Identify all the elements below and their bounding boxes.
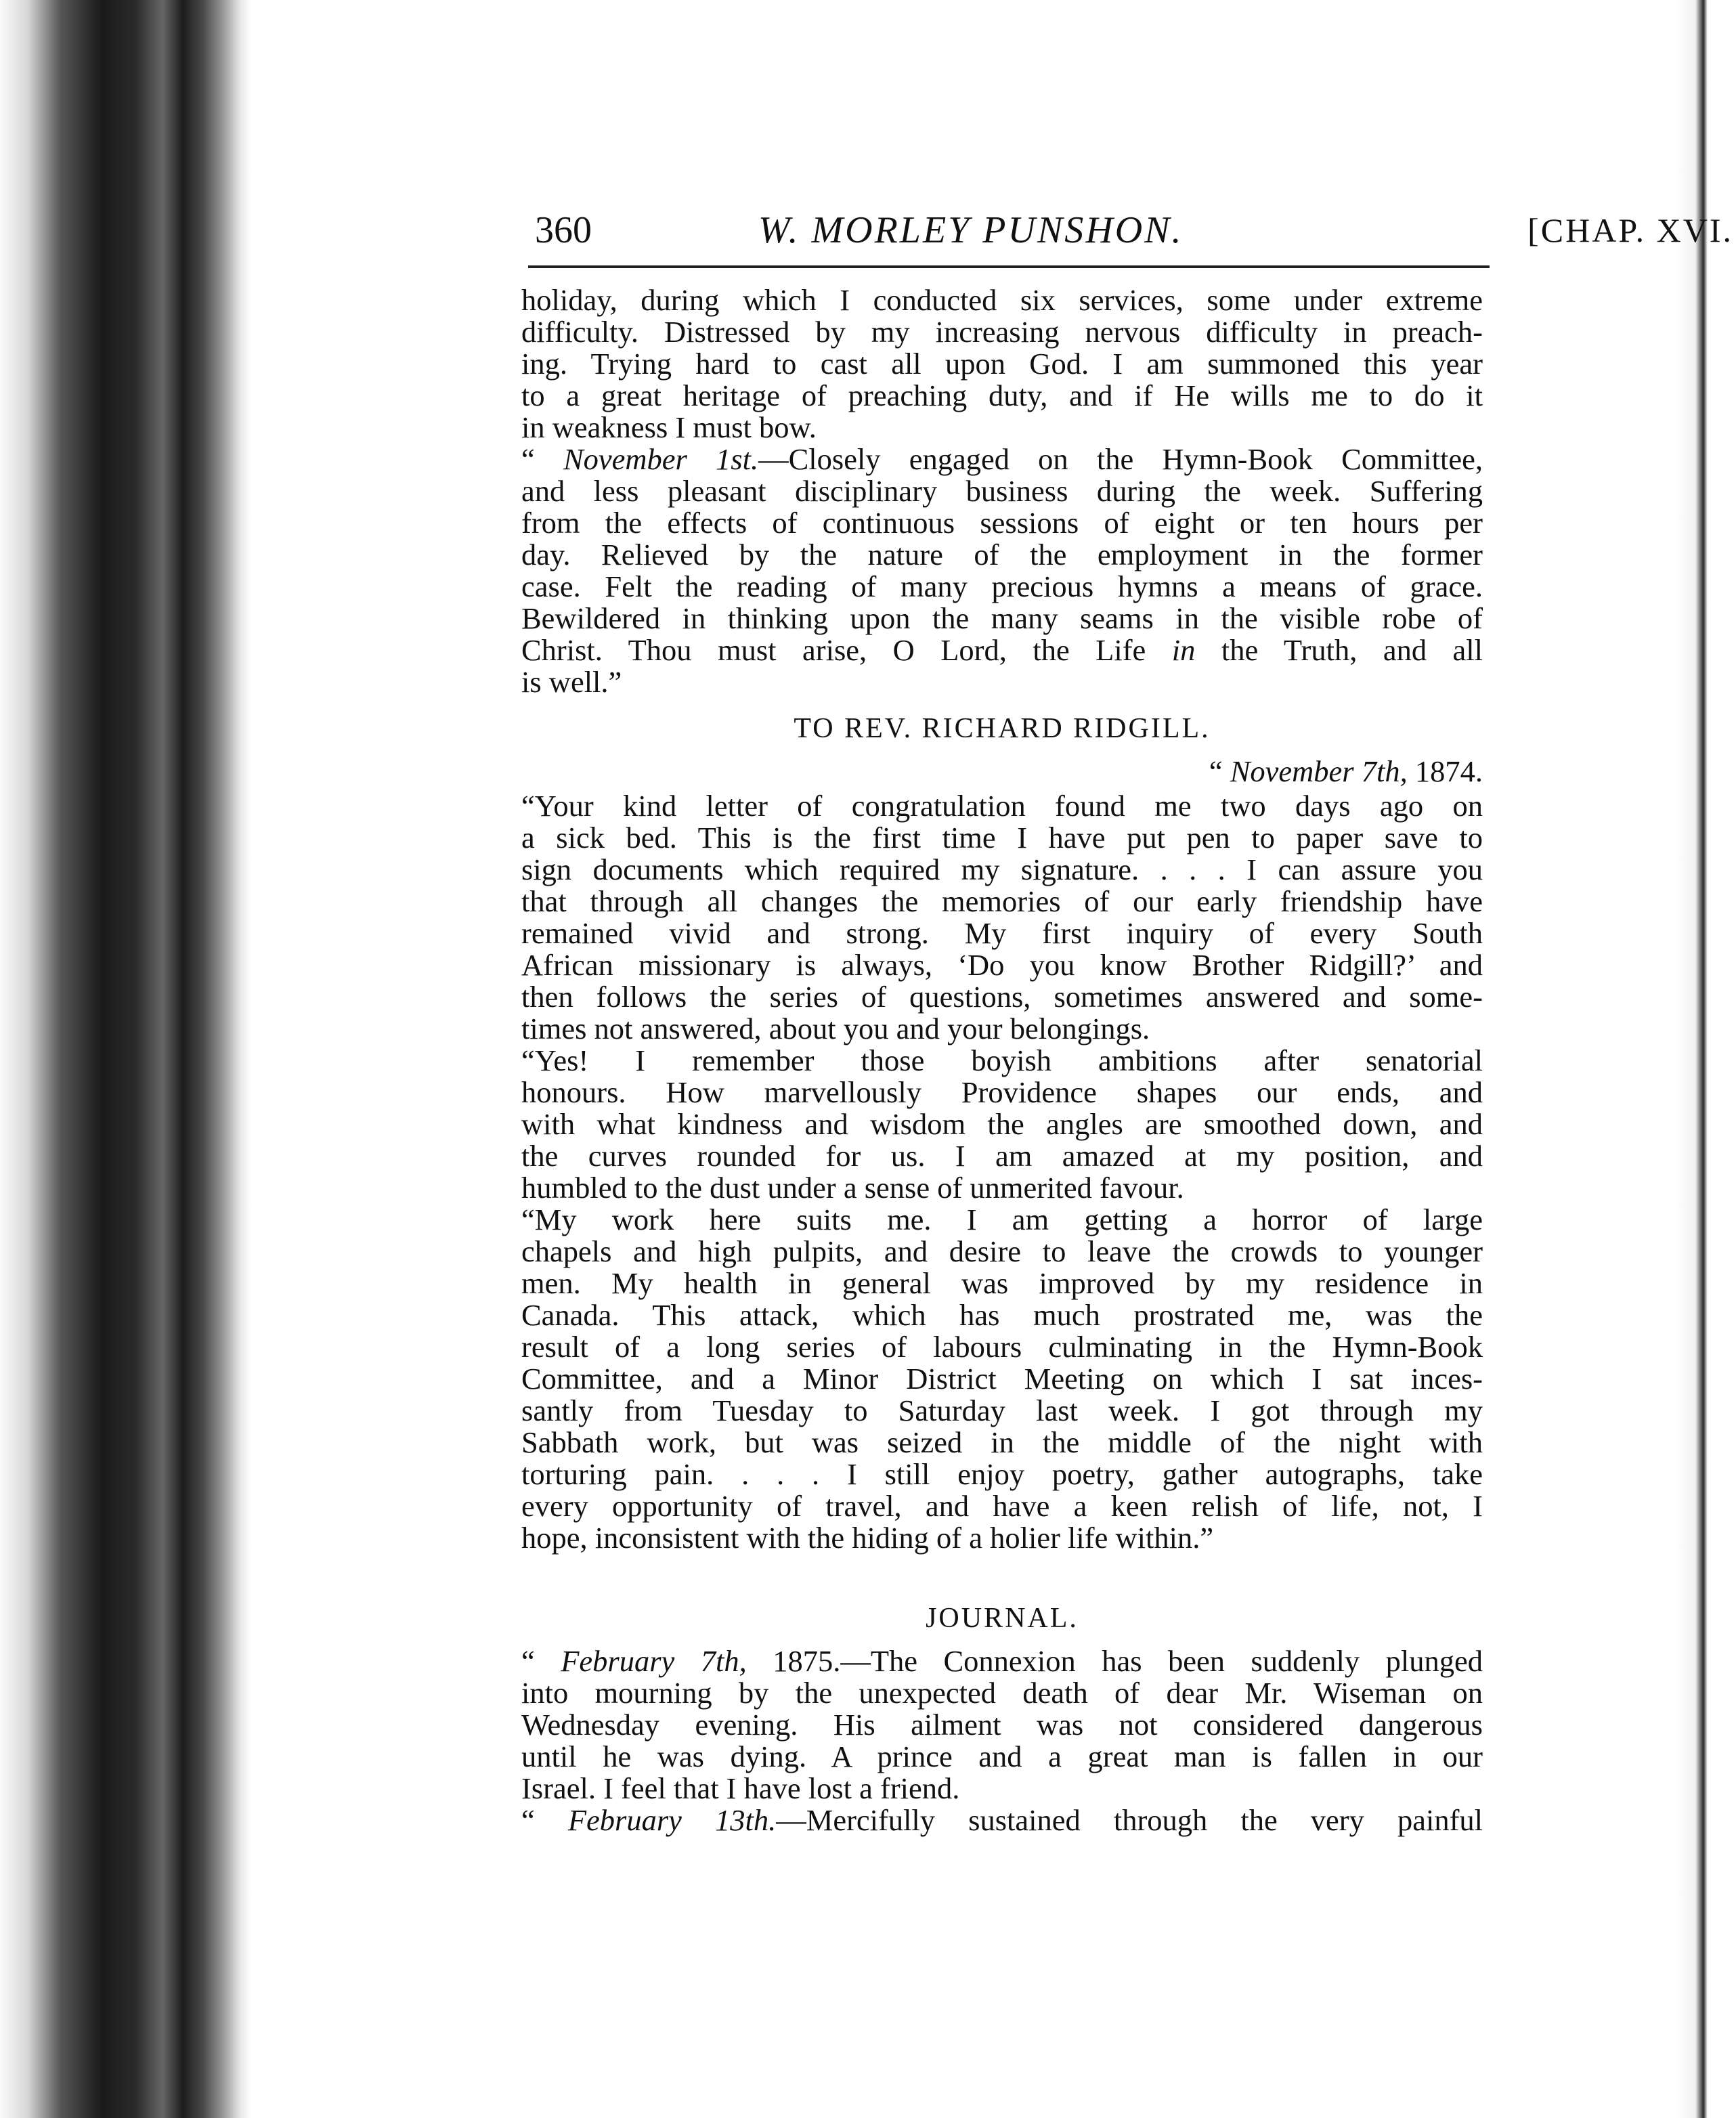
text-line: Israel. I feel that I have lost a friend. [521,1771,960,1805]
text-line: that through all changes the memories of our early friendship have [521,884,1483,918]
text-line: result of a long series of labours culminating in the Hymn-Book [521,1330,1483,1364]
paragraph-letter-1 [521,790,1483,1045]
text-line: remained vivid and strong. My first inquiry of every South [521,916,1483,950]
text-line: “ February 7th, 1875.—The Connexion has been suddenly plunged [521,1644,1483,1678]
text-line: Christ. Thou must arise, O Lord, the Life in the Truth, and all [521,633,1483,667]
text-line: in weakness I must bow. [521,410,817,444]
text-line: the curves rounded for us. I am amazed at my position, and [521,1139,1483,1173]
text-line: santly from Tuesday to Saturday last week. I got through my [521,1393,1483,1427]
header-rule [528,265,1490,268]
book-spine-gutter [0,0,251,2118]
chapter-reference: [CHAP. XVI. [1527,211,1733,249]
page-edge [1675,0,1736,2118]
paragraph-letter-2 [521,1045,1483,1204]
text-line: Bewildered in thinking upon the many seams in the visible robe of [521,601,1483,635]
text-line: Sabbath work, but was seized in the middle of the night with [521,1425,1483,1459]
text-line: Canada. This attack, which has much prostrated me, was the [521,1298,1483,1332]
text-line: “Your kind letter of congratulation found me two days ago on [521,789,1483,823]
text-line: case. Felt the reading of many precious hymns a means of grace. [521,569,1483,603]
text-line: ing. Trying hard to cast all upon God. I am summoned this year [521,347,1483,381]
text-line: torturing pain. . . . I still enjoy poetry, gather autographs, take [521,1457,1483,1491]
entry-date: February 7th, [561,1644,747,1678]
text-line: men. My health in general was improved by my residence in [521,1266,1483,1300]
page-number: 360 [535,209,592,251]
text-line: “Yes! I remember those boyish ambitions after senatorial [521,1043,1483,1077]
text-line: a sick bed. This is the first time I have put pen to paper save to [521,821,1483,855]
text-line: hope, inconsistent with the hiding of a holier life within.” [521,1521,1214,1555]
text-line: Wednesday evening. His ailment was not considered dangerous [521,1708,1483,1742]
paragraph-february-13th [521,1804,1483,1836]
text-line: into mourning by the unexpected death of dear Mr. Wiseman on [521,1676,1483,1710]
letter-dateline: “ November 7th, 1874. [1209,754,1483,788]
paragraph-letter-3 [521,1204,1483,1554]
text-line: with what kindness and wisdom the angles are smoothed down, and [521,1107,1483,1141]
text-line: “My work here suits me. I am getting a horror of large [521,1203,1483,1236]
text-line: from the effects of continuous sessions of eight or ten hours per [521,506,1483,540]
text-line: holiday, during which I conducted six services, some under extreme [521,283,1483,317]
text-line: honours. How marvellously Providence shapes our ends, and [521,1075,1483,1109]
letter-heading: TO REV. RICHARD RIDGILL. [794,713,1211,744]
text-line: difficulty. Distressed by my increasing nervous difficulty in preach- [521,315,1483,349]
running-title: W. MORLEY PUNSHON. [758,209,1184,251]
text-line: humbled to the dust under a sense of unmerited favour. [521,1171,1184,1205]
text-line: sign documents which required my signature. . . . I can assure you [521,852,1483,886]
journal-heading: JOURNAL. [926,1603,1079,1634]
text-line: until he was dying. A prince and a great man is fallen in our [521,1739,1483,1773]
paragraph-november-1st [521,444,1483,698]
text-line: African missionary is always, ‘Do you know Brother Ridgill?’ and [521,948,1483,982]
text-line: chapels and high pulpits, and desire to leave the crowds to younger [521,1234,1483,1268]
body-text [521,284,1483,1836]
text-line: times not answered, about you and your belongings. [521,1012,1150,1045]
text-line: and less pleasant disciplinary business during the week. Suffering [521,474,1483,508]
text-line: every opportunity of travel, and have a keen relish of life, not, I [521,1489,1483,1523]
entry-date: November 1st. [563,442,759,476]
running-head [535,203,1733,257]
text-line: is well.” [521,665,622,699]
entry-date: February 13th. [567,1803,777,1837]
text-line: Committee, and a Minor District Meeting on which I sat inces- [521,1362,1483,1396]
text-line: to a great heritage of preaching duty, and if He wills me to do it [521,379,1483,412]
text-line: “ November 1st.—Closely engaged on the Hymn-Book Committee, [521,442,1483,476]
text-line: then follows the series of questions, sometimes answered and some- [521,980,1483,1014]
text-line: day. Relieved by the nature of the employment in the former [521,538,1483,571]
paragraph-holiday [521,284,1483,444]
section-gap [521,1554,1483,1588]
paragraph-february-7th [521,1645,1483,1804]
text-line: “ February 13th.—Mercifully sustained through the very painful [521,1803,1483,1837]
